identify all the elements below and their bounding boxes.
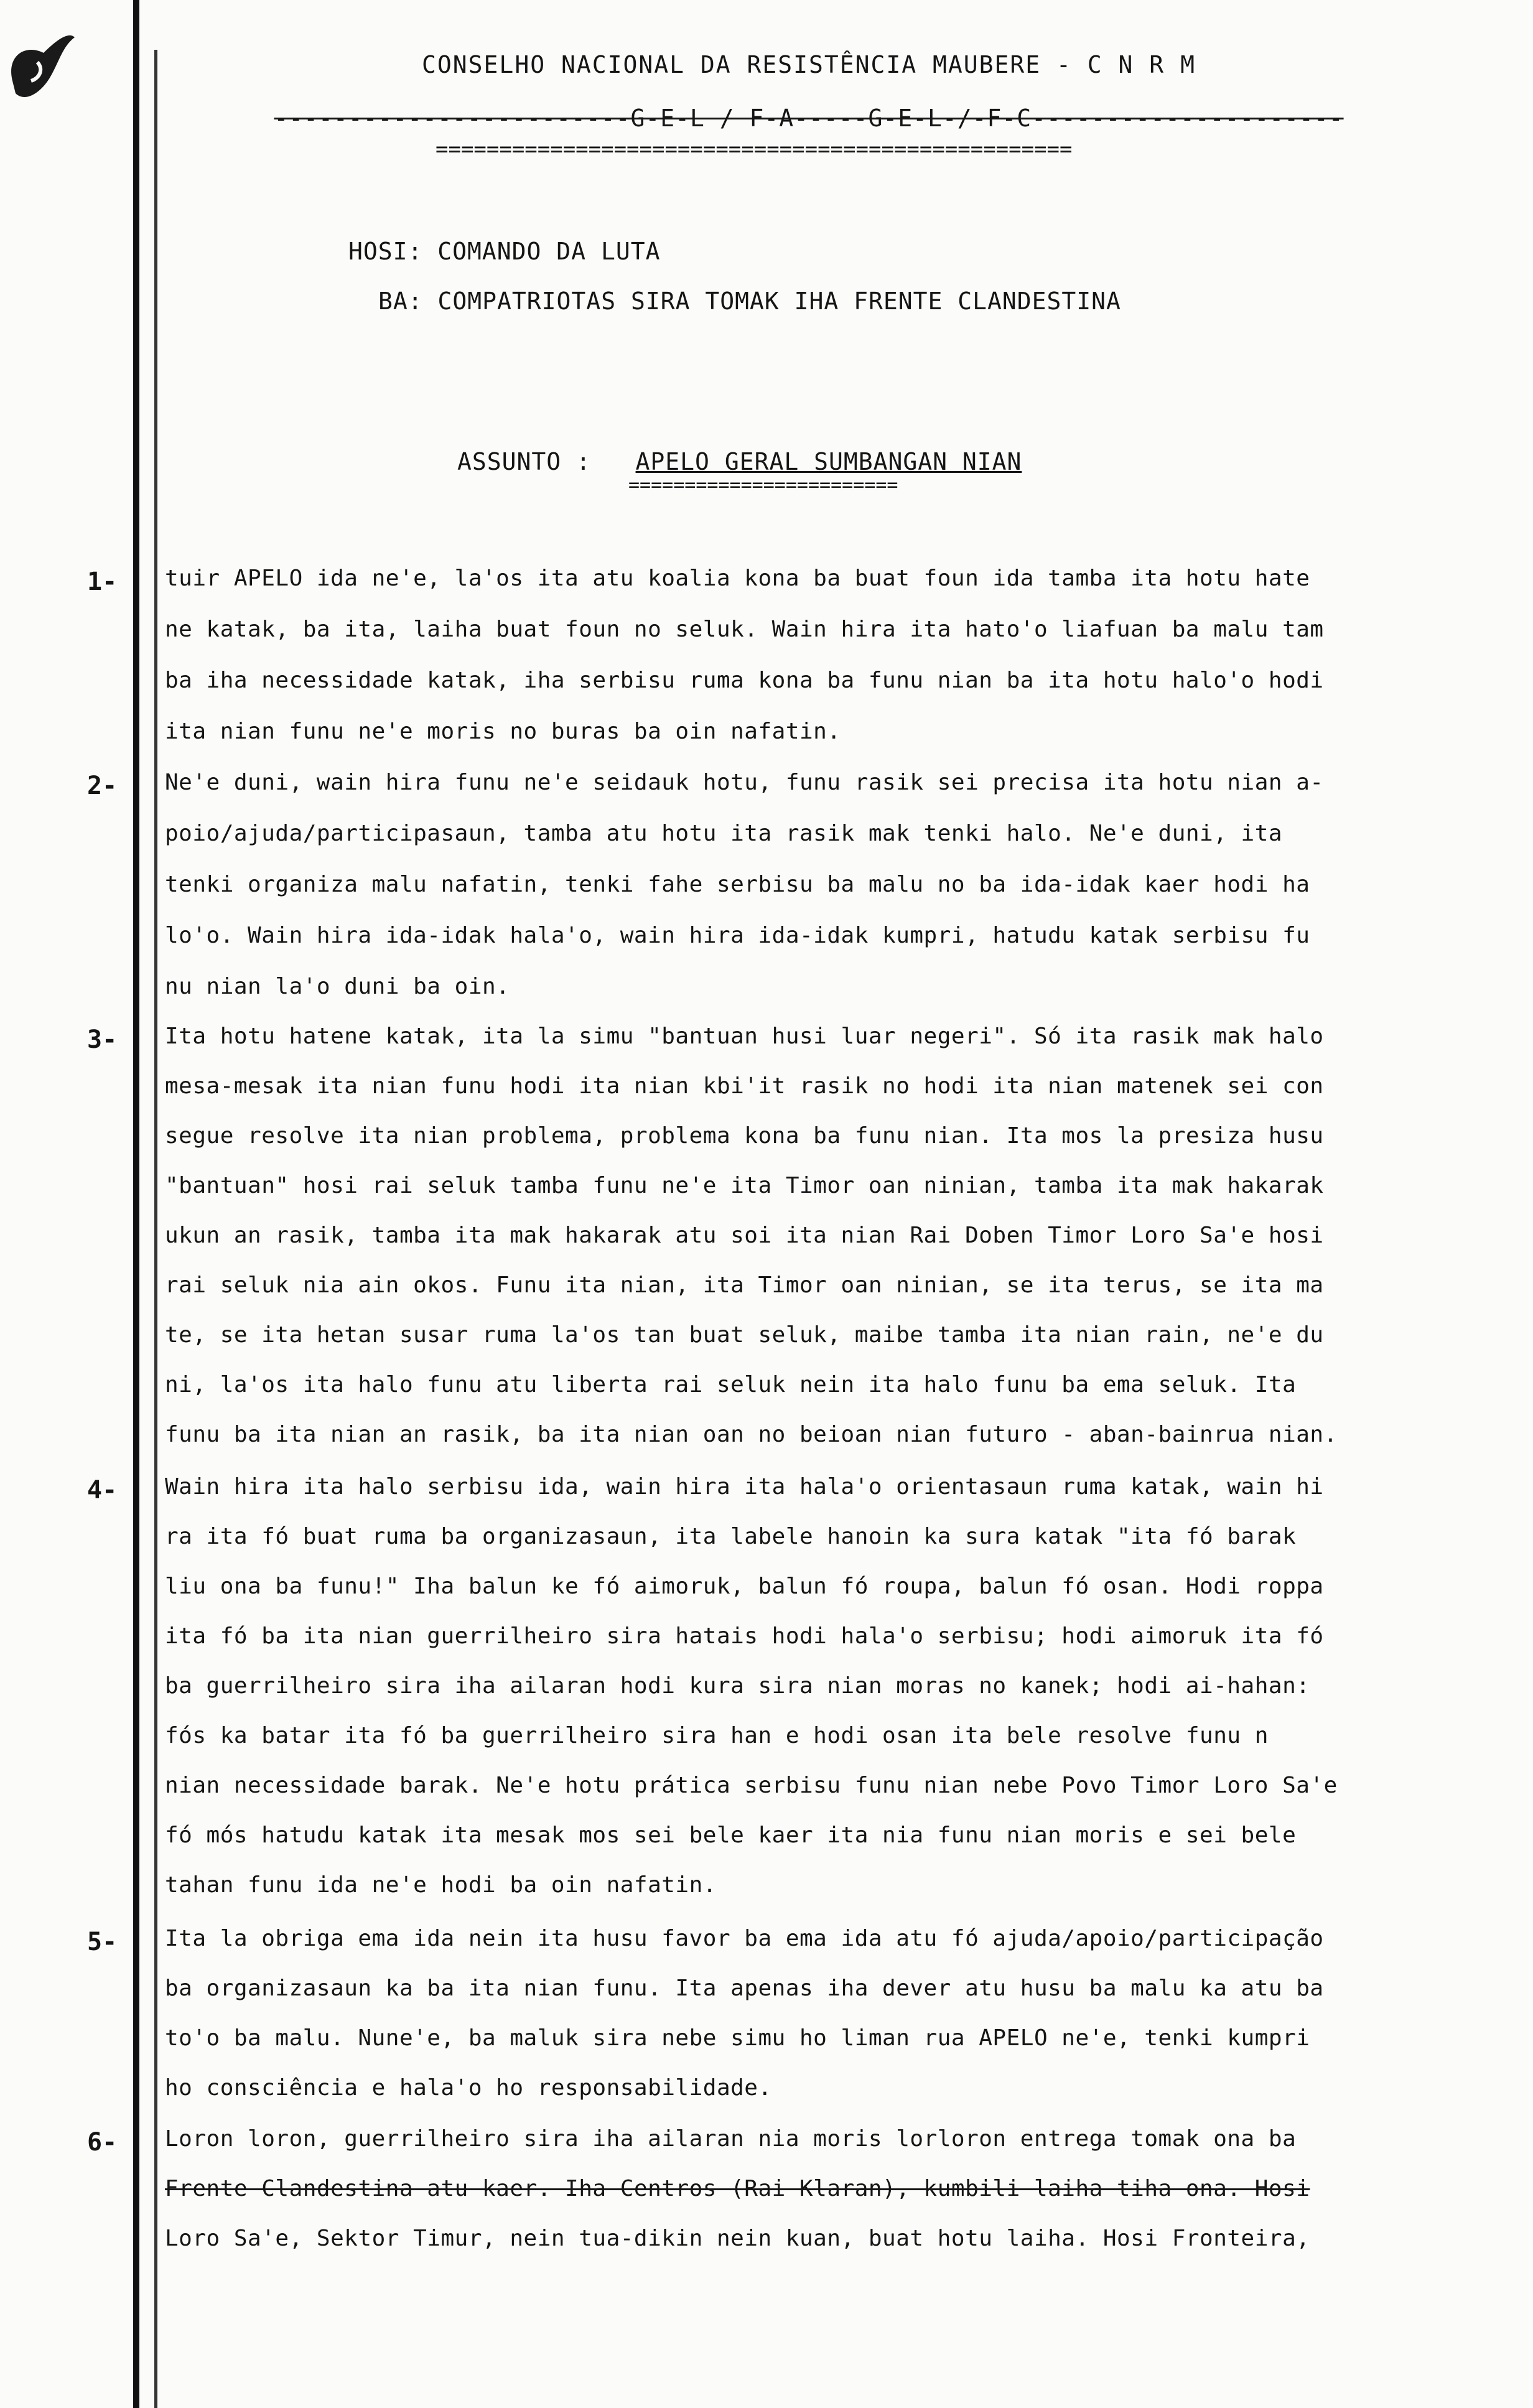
text-line: rai seluk nia ain okos. Funu ita nian, ita Timor oan ninian, se ita terus, se ita ma bbox=[165, 1272, 1324, 1298]
to-label: BA: bbox=[378, 287, 423, 315]
paragraph-number: 2- bbox=[87, 772, 118, 800]
text-line: tahan funu ida ne'e hodi ba oin nafatin. bbox=[165, 1872, 717, 1898]
text-line: ba guerrilheiro sira iha ailaran hodi kura sira nian moras no kanek; hodi ai-hahan: bbox=[165, 1673, 1310, 1699]
text-line: te, se ita hetan susar ruma la'os tan buat seluk, maibe tamba ita nian rain, ne'e du bbox=[165, 1322, 1324, 1348]
text-line: Ita la obriga ema ida nein ita husu favor ba ema ida atu fó ajuda/apoio/participação bbox=[165, 1926, 1324, 1951]
text-line: fó mós hatudu katak ita mesak mos sei bele kaer ita nia funu nian moris e sei bele bbox=[165, 1822, 1297, 1848]
text-line: fós ka batar ita fó ba guerrilheiro sira han e hodi osan ita bele resolve funu n bbox=[165, 1723, 1269, 1748]
text-line: lo'o. Wain hira ida-idak hala'o, wain hira ida-idak kumpri, hatudu katak serbisu fu bbox=[165, 923, 1310, 948]
text-line: funu ba ita nian an rasik, ba ita nian oan no beioan nian futuro - aban-bainrua nian. bbox=[165, 1422, 1338, 1447]
text-line: tenki organiza malu nafatin, tenki fahe serbisu ba malu no ba ida-idak kaer hodi ha bbox=[165, 872, 1310, 897]
text-line: ba organizasaun ka ba ita nian funu. Ita apenas iha dever atu husu ba malu ka atu ba bbox=[165, 1976, 1324, 2001]
text-line: Ita hotu hatene katak, ita la simu "bantuan husi luar negeri". Só ita rasik mak halo bbox=[165, 1024, 1324, 1049]
text-line: segue resolve ita nian problema, problema kona ba funu nian. Ita mos la presiza husu bbox=[165, 1123, 1324, 1149]
text-line: ni, la'os ita halo funu atu liberta rai seluk nein ita halo funu ba ema seluk. Ita bbox=[165, 1372, 1297, 1398]
text-line: ita fó ba ita nian guerrilheiro sira hatais hodi hala'o serbisu; hodi aimoruk ita fó bbox=[165, 1623, 1324, 1649]
header-double-rule: ================================================== bbox=[436, 137, 1073, 162]
text-line: "bantuan" hosi rai seluk tamba funu ne'e ita Timor oan ninian, tamba ita mak hakarak bbox=[165, 1173, 1324, 1198]
text-line: ho consciência e hala'o ho responsabilidade. bbox=[165, 2075, 772, 2101]
subject-double-underline: ======================== bbox=[628, 474, 898, 496]
text-line: Loro Sa'e, Sektor Timur, nein tua-dikin nein kuan, buat hotu laiha. Hosi Fronteira, bbox=[165, 2226, 1310, 2251]
to-field bbox=[378, 287, 1121, 315]
text-line: Loron loron, guerrilheiro sira iha ailaran nia moris lorloron entrega tomak ona ba bbox=[165, 2126, 1297, 2152]
text-line: ba iha necessidade katak, iha serbisu ruma kona ba funu nian ba ita hotu halo'o hodi bbox=[165, 668, 1324, 693]
text-line: mesa-mesak ita nian funu hodi ita nian kbi'it rasik no hodi ita nian matenek sei con bbox=[165, 1073, 1324, 1099]
margin-rule-left bbox=[133, 0, 139, 2408]
text-line: ne katak, ba ita, laiha buat foun no seluk. Wain hira ita hato'o liafuan ba malu tam bbox=[165, 617, 1324, 642]
text-line: Wain hira ita halo serbisu ida, wain hira ita hala'o orientasaun ruma katak, wain hi bbox=[165, 1474, 1324, 1500]
organization-title: CONSELHO NACIONAL DA RESISTÊNCIA MAUBERE - C N R M bbox=[422, 51, 1196, 78]
paragraph-number: 1- bbox=[87, 567, 118, 596]
ink-smudge-icon bbox=[0, 19, 81, 112]
from-value: COMANDO DA LUTA bbox=[437, 238, 661, 265]
struck-header-line: ------------------------G-E-L / F-A-----G-E-L-/-F-C--------------------- bbox=[274, 105, 1344, 132]
text-line: ita nian funu ne'e moris no buras ba oin nafatin. bbox=[165, 719, 841, 744]
subject-line bbox=[457, 448, 1022, 475]
text-line: nu nian la'o duni ba oin. bbox=[165, 974, 510, 999]
text-line: poio/ajuda/participasaun, tamba atu hotu ita rasik mak tenki halo. Ne'e duni, ita bbox=[165, 821, 1283, 846]
text-line: nian necessidade barak. Ne'e hotu prática serbisu funu nian nebe Povo Timor Loro Sa'e bbox=[165, 1773, 1338, 1798]
text-line: ukun an rasik, tamba ita mak hakarak atu soi ita nian Rai Doben Timor Loro Sa'e hosi bbox=[165, 1223, 1324, 1248]
paragraph-number: 4- bbox=[87, 1476, 118, 1505]
from-field bbox=[348, 238, 660, 265]
paragraph-number: 5- bbox=[87, 1928, 118, 1956]
margin-rule-right bbox=[154, 50, 157, 2408]
text-line: ra ita fó buat ruma ba organizasaun, ita labele hanoin ka sura katak "ita fó barak bbox=[165, 1524, 1297, 1549]
text-line: tuir APELO ida ne'e, la'os ita atu koalia kona ba buat foun ida tamba ita hotu hate bbox=[165, 566, 1310, 591]
struck-text-line: Frente Clandestina atu kaer. Iha Centros (Rai Klaran), kumbili laiha tiha ona. Hosi bbox=[165, 2176, 1310, 2201]
text-line: Ne'e duni, wain hira funu ne'e seidauk hotu, funu rasik sei precisa ita hotu nian a- bbox=[165, 770, 1324, 795]
to-value: COMPATRIOTAS SIRA TOMAK IHA FRENTE CLANDESTINA bbox=[437, 287, 1121, 315]
paragraph-number: 6- bbox=[87, 2128, 118, 2157]
text-line: liu ona ba funu!" Iha balun ke fó aimoruk, balun fó roupa, balun fó osan. Hodi roppa bbox=[165, 1574, 1324, 1599]
from-label: HOSI: bbox=[348, 238, 423, 265]
text-line: to'o ba malu. Nune'e, ba maluk sira nebe simu ho liman rua APELO ne'e, tenki kumpri bbox=[165, 2025, 1310, 2051]
subject-label: ASSUNTO : bbox=[457, 448, 591, 475]
subject-value: APELO GERAL SUMBANGAN NIAN bbox=[635, 448, 1022, 475]
paragraph-number: 3- bbox=[87, 1025, 118, 1054]
